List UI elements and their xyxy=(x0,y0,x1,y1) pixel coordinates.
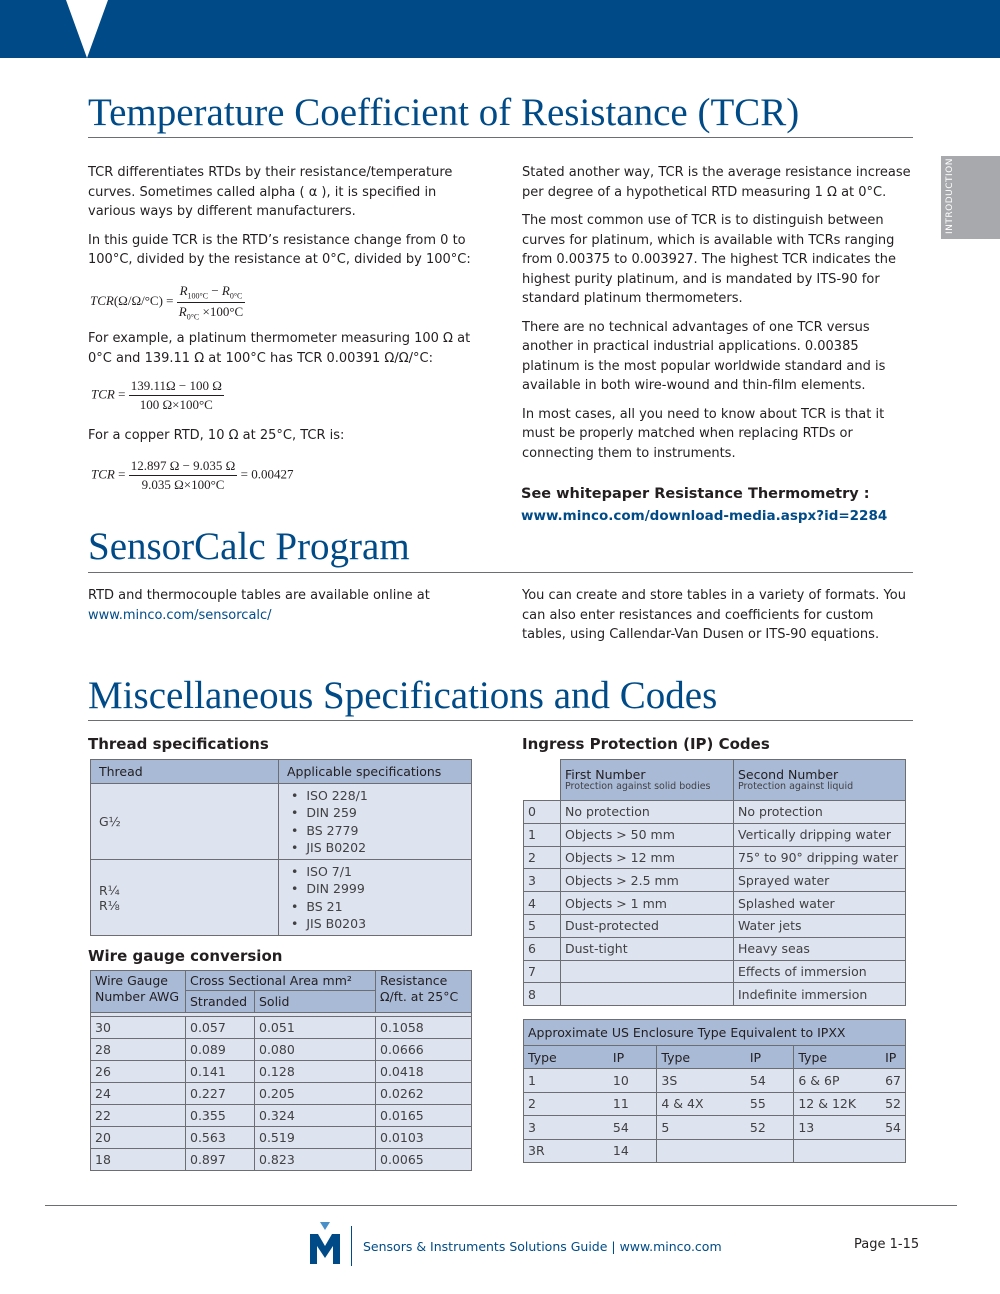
minco-logo-icon xyxy=(308,1222,342,1266)
ip-col-first: First Number Protection against solid bodies xyxy=(561,760,734,801)
table-cell: No protection xyxy=(734,801,906,824)
footer-divider xyxy=(351,1226,352,1266)
table-row xyxy=(524,892,906,915)
table-cell: 24 xyxy=(91,1083,186,1105)
table-cell: 1 xyxy=(524,1069,609,1093)
misc-title: Miscellaneous Specifications and Codes xyxy=(88,674,718,717)
table-cell: 3R xyxy=(524,1139,609,1163)
table-cell: 0.0065 xyxy=(376,1149,472,1171)
tcr-right-column xyxy=(522,163,914,472)
table-row xyxy=(91,1083,472,1105)
table-cell: 20 xyxy=(91,1127,186,1149)
minco-logo xyxy=(308,1222,342,1266)
list-item: • ISO 228/1 xyxy=(291,787,467,805)
table-cell: 0.089 xyxy=(186,1039,255,1061)
table-cell: 2 xyxy=(524,846,561,869)
table-cell: 55 xyxy=(746,1092,794,1116)
wire-table xyxy=(90,970,472,1171)
table-cell: Water jets xyxy=(734,914,906,937)
sensorcalc-link[interactable]: www.minco.com/sensorcalc/ xyxy=(88,607,272,623)
table-cell: 75° to 90° dripping water xyxy=(734,846,906,869)
table-row xyxy=(524,823,906,846)
table-cell: Effects of immersion xyxy=(734,960,906,983)
table-cell xyxy=(794,1139,881,1163)
table-cell: 3S xyxy=(657,1069,746,1093)
table-cell: 0.1058 xyxy=(376,1017,472,1039)
table-cell: 18 xyxy=(91,1149,186,1171)
table-cell: Objects > 1 mm xyxy=(561,892,734,915)
table-row xyxy=(91,1149,472,1171)
enclosure-col-header: Type xyxy=(657,1046,746,1069)
table-row xyxy=(91,1061,472,1083)
tcr-right-p2: The most common use of TCR is to distinguish between curves for platinum, which is available with TCRs ranging from 0.00375 to 0.003927. The highest TCR indicates the highest purity platinum, and is mandated by ITS-90 for standard platinum thermometers. xyxy=(522,213,896,306)
table-row xyxy=(91,1127,472,1149)
table-cell: 6 & 6P xyxy=(794,1069,881,1093)
wire-heading: Wire gauge conversion xyxy=(88,947,283,965)
sensorcalc-right-text: You can create and store tables in a variety of formats. You can also enter resistances and coefficients for custom tables, using Callendar-Van Dusen or ITS-90 equations. xyxy=(522,588,906,642)
ip-heading: Ingress Protection (IP) Codes xyxy=(522,735,770,753)
table-row xyxy=(524,869,906,892)
table-cell: Splashed water xyxy=(734,892,906,915)
table-row xyxy=(91,1039,472,1061)
table-row xyxy=(524,914,906,937)
table-cell: No protection xyxy=(561,801,734,824)
footer-rule xyxy=(45,1205,957,1206)
enclosure-table xyxy=(523,1019,906,1163)
table-cell xyxy=(657,1139,746,1163)
table-cell: 0.563 xyxy=(186,1127,255,1149)
wire-col-stranded: Stranded xyxy=(186,991,255,1013)
table-cell: 54 xyxy=(881,1116,905,1140)
table-cell: 0.0262 xyxy=(376,1083,472,1105)
table-cell: Sprayed water xyxy=(734,869,906,892)
table-cell: 12 & 12K xyxy=(794,1092,881,1116)
table-cell: 0.051 xyxy=(255,1017,376,1039)
table-cell: Objects > 12 mm xyxy=(561,846,734,869)
table-cell xyxy=(881,1139,905,1163)
list-item: • JIS B0203 xyxy=(291,915,467,933)
table-cell: Heavy seas xyxy=(734,937,906,960)
thread-r: R¼ R⅛ xyxy=(91,860,279,936)
enclosure-table-body xyxy=(524,1069,906,1163)
sensorcalc-left xyxy=(88,586,480,625)
table-cell: 0.141 xyxy=(186,1061,255,1083)
table-cell: 0.519 xyxy=(255,1127,376,1149)
table-cell xyxy=(746,1139,794,1163)
table-cell: 0.057 xyxy=(186,1017,255,1039)
table-cell: 0.823 xyxy=(255,1149,376,1171)
tcr-right-p3: There are no technical advantages of one TCR versus another in practical industrial applications. 0.00385 platinum is the most popular worldwide standard and is available in both wire-wound and thin-film elements. xyxy=(522,319,886,393)
tcr-left-p2: In this guide TCR is the RTD’s resistance change from 0 to 100°C, divided by the resistance at 0°C, divided by 100°C: xyxy=(88,232,471,267)
table-cell: 22 xyxy=(91,1105,186,1127)
sensorcalc-title: SensorCalc Program xyxy=(88,525,410,568)
table-row xyxy=(524,960,906,983)
table-row xyxy=(524,1139,906,1163)
page-number: Page 1-15 xyxy=(854,1237,920,1252)
table-cell: 5 xyxy=(524,914,561,937)
whitepaper-link[interactable]: www.minco.com/download-media.aspx?id=2284 xyxy=(521,508,888,524)
equation-copper: TCR = $\frac{12.897 \Omega - 9.035 \Omega}{9.035 \Omega\times 100^\circ C}$ = 0.00427 xyxy=(91,458,294,492)
table-cell: Vertically dripping water xyxy=(734,823,906,846)
enclosure-col-header: Type xyxy=(794,1046,881,1069)
thread-table xyxy=(90,759,472,936)
table-row xyxy=(524,801,906,824)
header-bar xyxy=(0,0,1000,58)
table-cell: 0.080 xyxy=(255,1039,376,1061)
list-item: • DIN 259 xyxy=(291,804,467,822)
table-cell: 14 xyxy=(609,1139,657,1163)
header-notch xyxy=(66,0,108,58)
tcr-left-p3: For example, a platinum thermometer measuring 100 Ω at 0°C and 139.11 Ω at 100°C has TCR 0.00391 Ω/Ω/°C: xyxy=(88,331,471,366)
table-cell: Objects > 50 mm xyxy=(561,823,734,846)
table-cell: Indefinite immersion xyxy=(734,983,906,1006)
ip-table xyxy=(523,759,906,1006)
table-cell: 13 xyxy=(794,1116,881,1140)
thread-col-specs: Applicable specifications xyxy=(279,760,472,784)
enclosure-col-header: Type xyxy=(524,1046,609,1069)
thread-specs-list xyxy=(283,787,467,857)
table-cell: 28 xyxy=(91,1039,186,1061)
table-cell: Dust-tight xyxy=(561,937,734,960)
table-cell xyxy=(561,983,734,1006)
section-tab xyxy=(941,156,1000,239)
table-cell: Objects > 2.5 mm xyxy=(561,869,734,892)
table-cell xyxy=(561,960,734,983)
ip-table-body xyxy=(524,801,906,1006)
list-item: • BS 2779 xyxy=(291,822,467,840)
enclosure-col-header: IP xyxy=(881,1046,905,1069)
table-cell: 8 xyxy=(524,983,561,1006)
table-cell: 5 xyxy=(657,1116,746,1140)
table-cell: 0 xyxy=(524,801,561,824)
table-cell: 1 xyxy=(524,823,561,846)
footer-text: Sensors & Instruments Solutions Guide | www.minco.com xyxy=(363,1239,722,1254)
table-row xyxy=(91,1105,472,1127)
table-cell: 0.0666 xyxy=(376,1039,472,1061)
tcr-title: Temperature Coefficient of Resistance (TCR) xyxy=(88,91,800,134)
table-cell: 4 xyxy=(524,892,561,915)
table-cell: 52 xyxy=(746,1116,794,1140)
tcr-right-p4: In most cases, all you need to know about TCR is that it must be properly matched when replacing RTDs or connecting them to instruments. xyxy=(522,406,885,461)
table-row xyxy=(524,846,906,869)
table-cell: 0.0165 xyxy=(376,1105,472,1127)
thread-g-half: G½ xyxy=(91,784,279,860)
table-cell: 54 xyxy=(746,1069,794,1093)
wire-col-awg: Wire Gauge Number AWG xyxy=(91,971,186,1013)
thread-col-thread: Thread xyxy=(91,760,279,784)
list-item: • JIS B0202 xyxy=(291,839,467,857)
table-cell: 0.227 xyxy=(186,1083,255,1105)
table-cell: 30 xyxy=(91,1017,186,1039)
table-cell: 0.355 xyxy=(186,1105,255,1127)
table-cell: 0.205 xyxy=(255,1083,376,1105)
equation-general: TCR(Ω/Ω/°C) = $\frac{R_{100^\circ C} - R_{0^\circ C}}{R_{0^\circ C} \times 100^\circ C}$ xyxy=(90,283,244,322)
enclosure-title: Approximate US Enclosure Type Equivalent to IPXX xyxy=(524,1020,906,1046)
sensorcalc-left-text: RTD and thermocouple tables are available online at xyxy=(88,588,430,603)
table-row xyxy=(524,937,906,960)
table-cell: 3 xyxy=(524,869,561,892)
table-cell: 54 xyxy=(609,1116,657,1140)
table-cell: 26 xyxy=(91,1061,186,1083)
table-cell: Dust-protected xyxy=(561,914,734,937)
thread-heading: Thread specifications xyxy=(88,735,269,753)
enclosure-header-row xyxy=(524,1046,906,1069)
wire-col-solid: Solid xyxy=(255,991,376,1013)
tcr-left-p1: TCR differentiates RTDs by their resistance/temperature curves. Sometimes called alpha ( α ), it is specified in various ways by different manufacturers. xyxy=(88,165,453,219)
list-item: • DIN 2999 xyxy=(291,880,467,898)
table-cell: 4 & 4X xyxy=(657,1092,746,1116)
wire-col-area: Cross Sectional Area mm² xyxy=(186,971,376,991)
table-cell: 7 xyxy=(524,960,561,983)
table-cell: 2 xyxy=(524,1092,609,1116)
table-cell: 0.0418 xyxy=(376,1061,472,1083)
ip-col-second: Second Number Protection against liquid xyxy=(734,760,906,801)
misc-rule xyxy=(88,720,913,721)
table-row xyxy=(91,1017,472,1039)
table-cell: 0.0103 xyxy=(376,1127,472,1149)
ip-blank-header xyxy=(524,760,561,801)
table-cell: 10 xyxy=(609,1069,657,1093)
table-row xyxy=(524,1069,906,1093)
equation-platinum: TCR = $\frac{139.11\Omega - 100 \Omega}{100 \Omega\times 100^\circ C}$ xyxy=(91,378,222,412)
sensorcalc-rule xyxy=(88,572,913,573)
table-cell: 0.897 xyxy=(186,1149,255,1171)
table-cell: 6 xyxy=(524,937,561,960)
table-row xyxy=(524,1092,906,1116)
table-row xyxy=(524,983,906,1006)
table-cell: 3 xyxy=(524,1116,609,1140)
tcr-rule xyxy=(88,137,913,138)
wire-table-body xyxy=(91,1017,472,1171)
list-item: • ISO 7/1 xyxy=(291,863,467,881)
table-cell: 0.128 xyxy=(255,1061,376,1083)
thread-specs-list xyxy=(283,863,467,933)
section-tab-label: INTRODUCTION xyxy=(945,158,955,234)
tcr-left-column xyxy=(88,163,480,279)
enclosure-col-header: IP xyxy=(609,1046,657,1069)
tcr-right-p1: Stated another way, TCR is the average resistance increase per degree of a hypothetical RTD measuring 1 Ω at 0°C. xyxy=(522,165,911,200)
tcr-left-p4: For a copper RTD, 10 Ω at 25°C, TCR is: xyxy=(88,428,345,443)
enclosure-col-header: IP xyxy=(746,1046,794,1069)
table-cell: 52 xyxy=(881,1092,905,1116)
whitepaper-label: See whitepaper Resistance Thermometry : xyxy=(521,486,870,502)
table-row xyxy=(524,1116,906,1140)
wire-col-resistance: Resistance Ω/ft. at 25°C xyxy=(376,971,472,1013)
list-item: • BS 21 xyxy=(291,898,467,916)
table-cell: 11 xyxy=(609,1092,657,1116)
table-cell: 67 xyxy=(881,1069,905,1093)
table-cell: 0.324 xyxy=(255,1105,376,1127)
